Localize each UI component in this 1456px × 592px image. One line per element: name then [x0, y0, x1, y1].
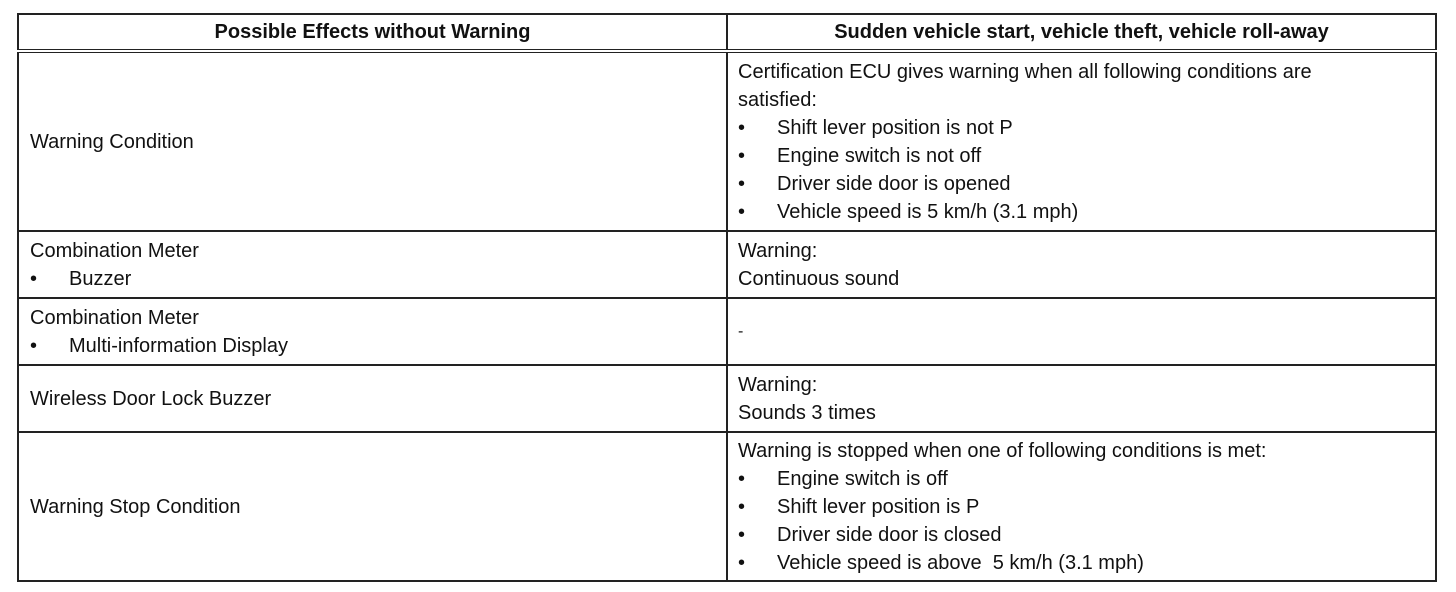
row-label-cell	[18, 51, 727, 231]
row-value-cell	[727, 298, 1436, 365]
list-item: • Driver side door is closed	[738, 521, 1435, 549]
row-label: Warning Condition	[30, 130, 194, 153]
list-item: • Buzzer	[30, 265, 726, 293]
row-label-cell	[18, 231, 727, 298]
row-value-cell	[727, 231, 1436, 298]
list-item: • Engine switch is off	[738, 465, 1435, 493]
bullet-icon: •	[738, 200, 746, 223]
intro-line: satisfied:	[738, 88, 817, 111]
header-cell-effects: Possible Effects without Warning	[18, 14, 727, 51]
bullet-icon: •	[738, 144, 746, 167]
bullet-icon: •	[738, 551, 746, 574]
bullet-icon: •	[738, 495, 746, 518]
row-label: Warning Stop Condition	[30, 495, 241, 518]
row-label: Wireless Door Lock Buzzer	[30, 387, 272, 410]
list-item: • Shift lever position is not P	[738, 114, 1435, 142]
row-value-cell	[727, 51, 1436, 231]
intro-line: Warning is stopped when one of following conditions is met:	[738, 439, 1267, 462]
row-label-cell	[18, 298, 727, 365]
list-item: • Multi-information Display	[30, 332, 726, 360]
value-line: Sounds 3 times	[738, 401, 876, 424]
row-label-cell	[18, 365, 727, 432]
list-item: • Driver side door is opened	[738, 170, 1435, 198]
row-value-cell	[727, 432, 1436, 581]
list-item: • Vehicle speed is above 5 km/h (3.1 mph)	[738, 549, 1435, 577]
table-row	[18, 298, 1436, 365]
bullet-icon: •	[738, 116, 746, 139]
value-line: Continuous sound	[738, 267, 900, 290]
intro-line: Certification ECU gives warning when all following conditions are	[738, 60, 1312, 83]
row-label: Combination Meter	[30, 306, 199, 329]
bullet-icon: •	[738, 172, 746, 195]
row-label: Combination Meter	[30, 239, 199, 262]
value-line: Warning:	[738, 239, 818, 262]
list-item: • Shift lever position is P	[738, 493, 1435, 521]
bullet-icon: •	[738, 467, 746, 490]
value-line: Warning:	[738, 373, 818, 396]
table-row	[18, 365, 1436, 432]
bullet-icon: •	[30, 334, 38, 357]
table-row	[18, 231, 1436, 298]
bullet-icon: •	[30, 267, 38, 290]
row-value-cell	[727, 365, 1436, 432]
value-line: -	[738, 322, 744, 340]
warning-spec-table	[17, 13, 1437, 582]
list-item: • Vehicle speed is 5 km/h (3.1 mph)	[738, 198, 1435, 226]
row-label-cell	[18, 432, 727, 581]
table-header-row	[18, 14, 1436, 51]
list-item: • Engine switch is not off	[738, 142, 1435, 170]
table-row	[18, 432, 1436, 581]
bullet-icon: •	[738, 523, 746, 546]
header-cell-scenario: Sudden vehicle start, vehicle theft, vehicle roll-away	[727, 14, 1436, 51]
table-row	[18, 51, 1436, 231]
